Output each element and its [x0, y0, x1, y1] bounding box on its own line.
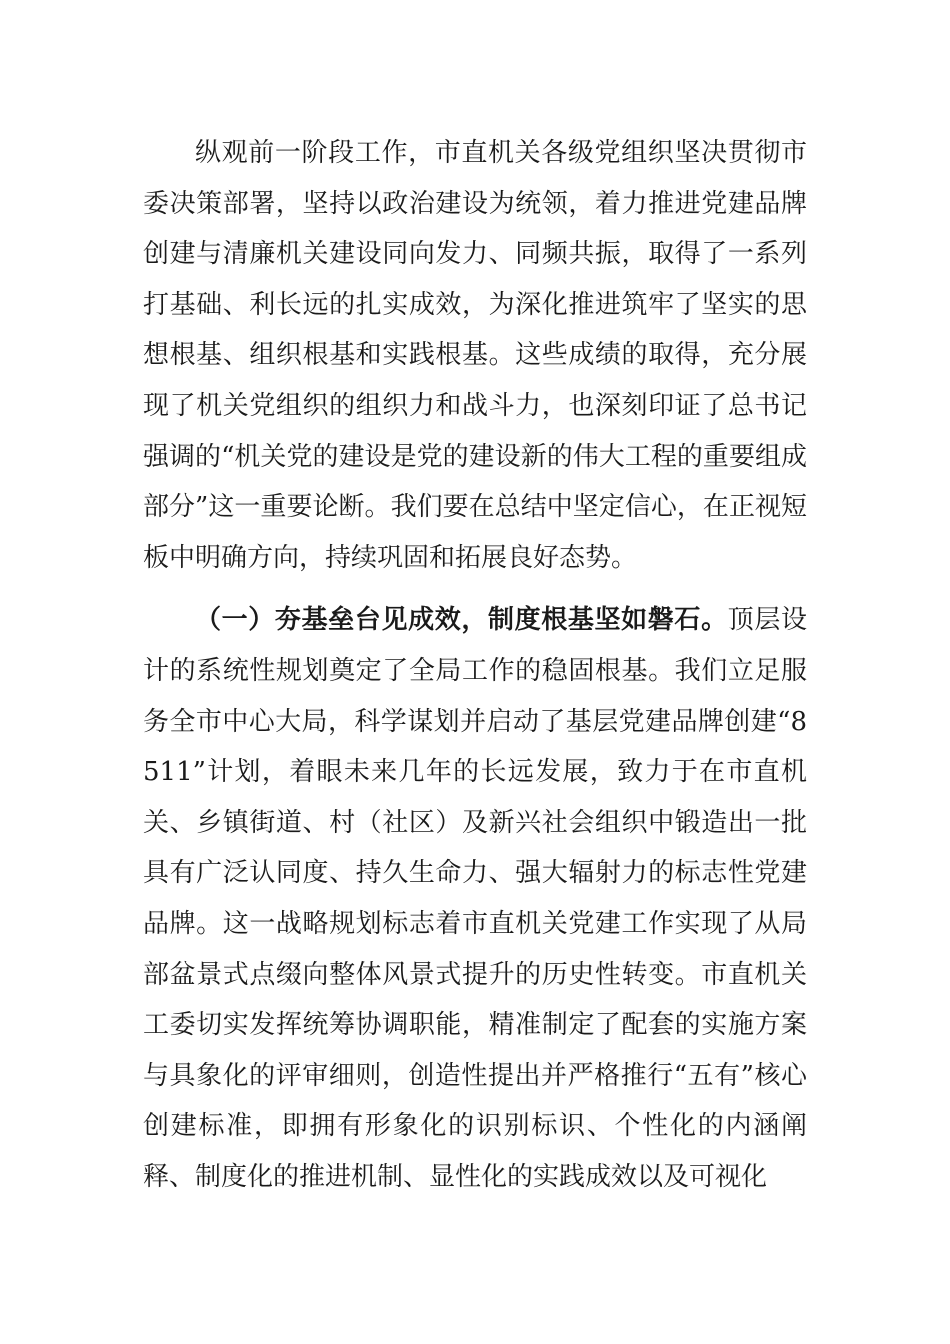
paragraph-intro-text: 纵观前一阶段工作，市直机关各级党组织坚决贯彻市委决策部署，坚持以政治建设为统领，着力推进党建品牌创建与清廉机关建设同向发力、同频共振，取得了一系列打基础、利长远的扎实成效，为深化推进筑牢了坚实的思想根基、组织根基和实践根基。这些成绩的取得，充分展现了机关党组织的组织力和战斗力，也深刻印证了总书记强调的“机关党的建设是党的建设新的伟大工程的重要组成部分”这一重要论断。我们要在总结中坚定信心，在正视短板中明确方向，持续巩固和拓展良好态势。 — [143, 138, 807, 573]
section-1-text: 顶层设计的系统性规划奠定了全局工作的稳固根基。我们立足服务全市中心大局，科学谋划并启动了基层党建品牌创建“8511”计划，着眼未来几年的长远发展，致力于在市直机关、乡镇街道、村（社区）及新兴社会组织中锻造出一批具有广泛认同度、持久生命力、强大辐射力的标志性党建品牌。这一战略规划标志着市直机关党建工作实现了从局部盆景式点缀向整体风景式提升的历史性转变。市直机关工委切实发挥统筹协调职能，精准制定了配套的实施方案与具象化的评审细则，创造性提出并严格推行“五有”核心创建标准，即拥有形象化的识别标识、个性化的内涵阐释、制度化的推进机制、显性化的实践成效以及可视化 — [143, 605, 807, 1192]
section-1-heading: （一）夯基垒台见成效，制度根基坚如磐石。 — [195, 605, 728, 636]
paragraph-section-1 — [143, 595, 807, 1202]
document-body — [143, 128, 807, 1202]
paragraph-intro — [143, 128, 807, 583]
